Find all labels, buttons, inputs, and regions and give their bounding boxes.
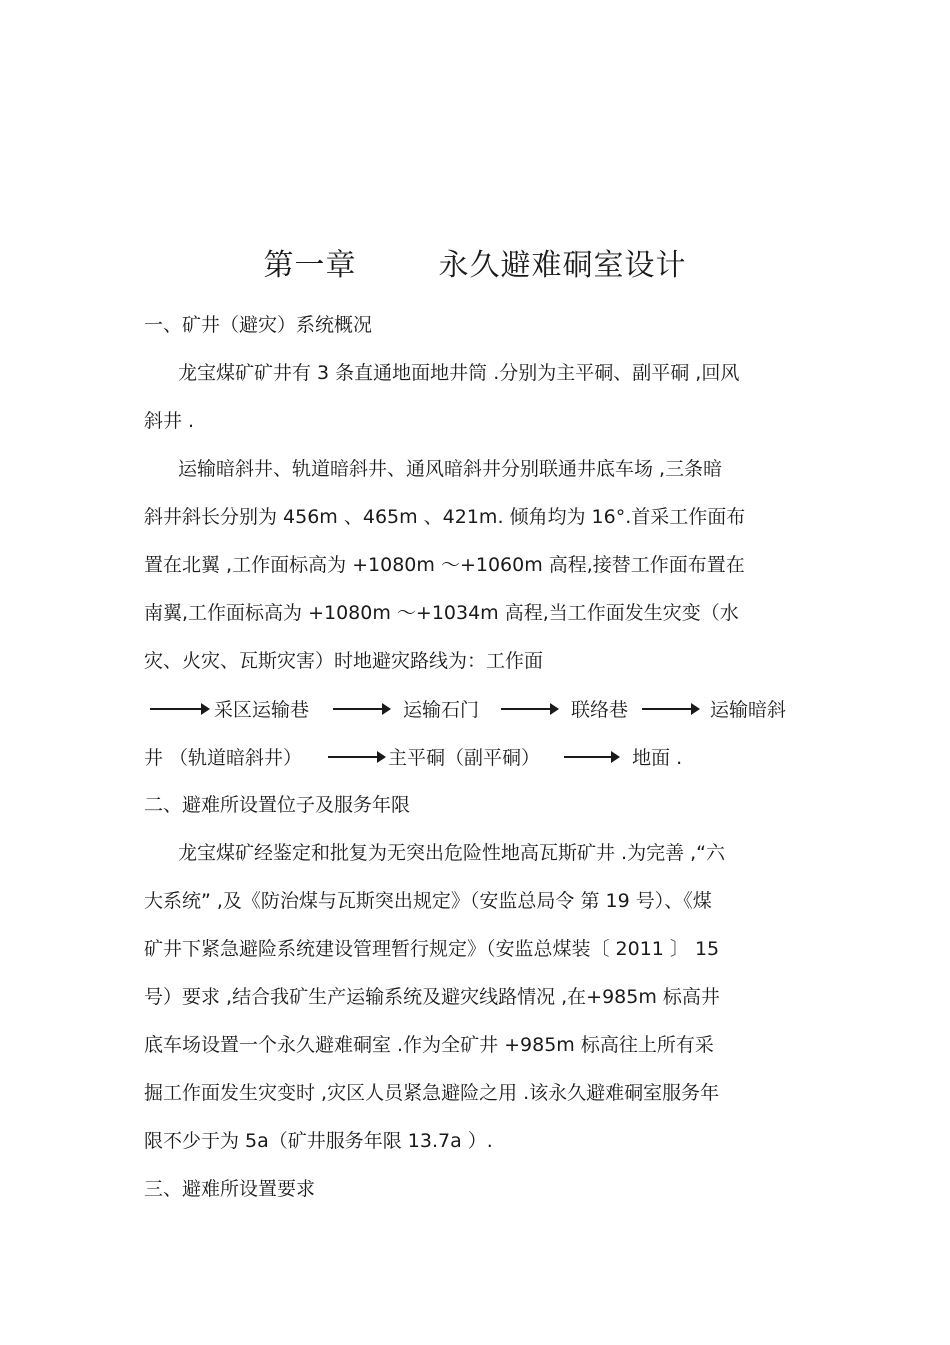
arrow-right-icon [564,756,618,758]
section-1-heading: 一、矿井（避灾）系统概况 [144,314,373,336]
route-step: 主平硐（副平硐） [388,746,541,769]
paragraph-line: 龙宝煤矿矿井有 3 条直通地面地井筒 .分别为主平硐、副平硐 ,回风 [178,362,740,384]
arrow-right-icon [642,708,698,710]
section-2-heading: 二、避难所设置位子及服务年限 [144,794,411,816]
paragraph-line: 置在北翼 ,工作面标高为 +1080m ～+1060m 高程,接替工作面布置在 [144,554,745,576]
route-step: 运输石门 [403,698,480,721]
route-step: 运输暗斜 [710,698,787,721]
section-3-heading: 三、避难所设置要求 [144,1178,316,1200]
paragraph-line: 南翼,工作面标高为 +1080m ～+1034m 高程,当工作面发生灾变（水 [144,602,739,624]
route-step: 联络巷 [571,698,629,721]
route-step: 地面 . [632,746,683,769]
arrow-right-icon [328,756,384,758]
route-step: 井 （轨道暗斜井） [144,746,303,769]
arrow-right-icon [333,708,389,710]
route-step: 采区运输巷 [214,698,310,721]
chapter-number: 第一章 [263,248,357,283]
paragraph-line: 龙宝煤矿经鉴定和批复为无突出危险性地高瓦斯矿井 .为完善 ,“六 [178,842,726,864]
chapter-name: 永久避难硐室设计 [438,248,687,283]
paragraph-line: 斜井斜长分别为 456m 、465m 、421m. 倾角均为 16°.首采工作面布 [144,506,746,528]
paragraph-line: 号）要求 ,结合我矿生产运输系统及避灾线路情况 ,在+985m 标高井 [144,986,720,1008]
paragraph-line: 灾、火灾、瓦斯灾害）时地避灾路线为：工作面 [144,650,544,672]
paragraph-line: 运输暗斜井、轨道暗斜井、通风暗斜井分别联通井底车场 ,三条暗 [178,458,723,480]
arrow-right-icon [150,708,208,710]
arrow-right-icon [501,708,557,710]
paragraph-line: 限不少于为 5a（矿井服务年限 13.7a ）. [144,1130,493,1152]
paragraph-line: 底车场设置一个永久避难硐室 .作为全矿井 +985m 标高往上所有采 [144,1034,714,1056]
paragraph-line: 矿井下紧急避险系统建设管理暂行规定》（安监总煤装〔 2011 〕 15 [144,938,720,960]
escape-route-line-1 [144,696,814,723]
paragraph-line: 斜井 . [144,410,195,432]
chapter-title [0,240,950,284]
paragraph-line: 掘工作面发生灾变时 ,灾区人员紧急避险之用 .该永久避难硐室服务年 [144,1082,720,1104]
escape-route-line-2 [144,744,814,771]
paragraph-line: 大系统” ,及《防治煤与瓦斯突出规定》（安监总局令 第 19 号）、《煤 [144,890,712,912]
